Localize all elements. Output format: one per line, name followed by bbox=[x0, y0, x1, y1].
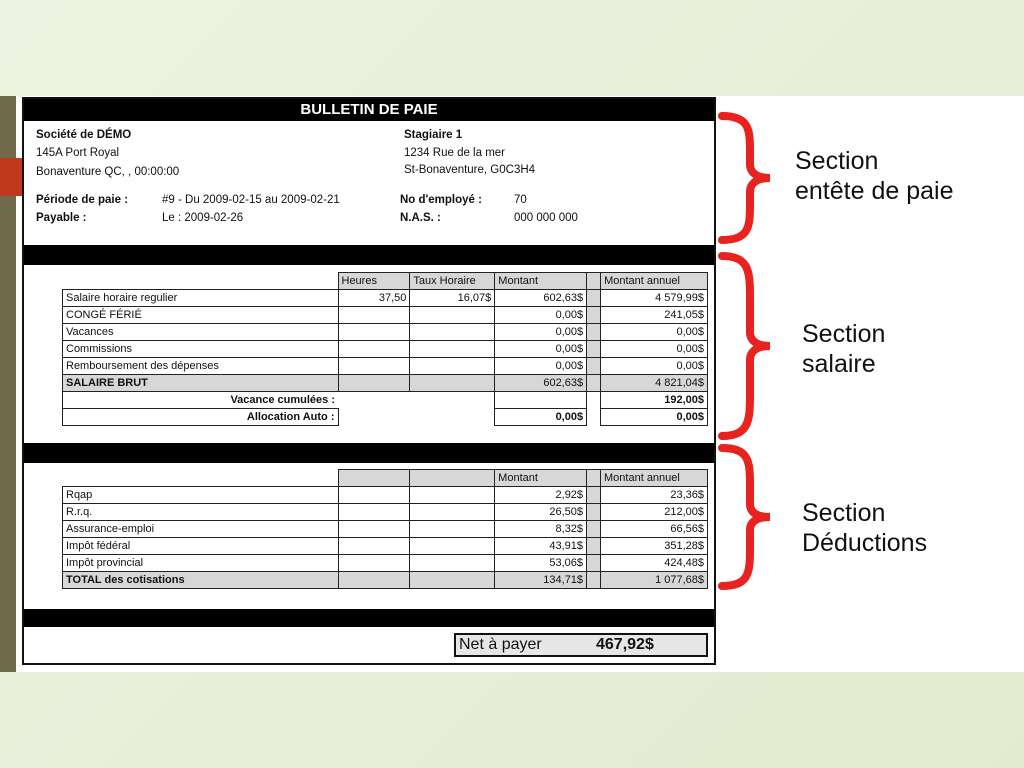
row-rate bbox=[410, 358, 495, 375]
row-amount: 0,00$ bbox=[495, 341, 587, 358]
col-header-annual: Montant annuel bbox=[601, 470, 708, 487]
salary-table bbox=[62, 272, 708, 426]
row-amount: 0,00$ bbox=[495, 324, 587, 341]
net-pay-label: Net à payer bbox=[459, 636, 542, 653]
col-header-rate: Taux Horaire bbox=[410, 273, 495, 290]
header-section-label bbox=[795, 146, 953, 206]
employee-no-value: 70 bbox=[514, 194, 527, 206]
row-annual: 66,56$ bbox=[601, 521, 708, 538]
row-label: Salaire horaire regulier bbox=[63, 290, 339, 307]
row-amount: 8,32$ bbox=[495, 521, 587, 538]
salary-section-brace bbox=[718, 250, 774, 442]
col-header-amount: Montant bbox=[495, 470, 587, 487]
row-rate bbox=[410, 341, 495, 358]
vacation-accrued-amount bbox=[495, 392, 587, 409]
rail-accent-mark bbox=[0, 158, 22, 196]
row-annual: 241,05$ bbox=[601, 307, 708, 324]
company-address-line2: Bonaventure QC, , 00:00:00 bbox=[36, 166, 180, 178]
row-label: Impôt provincial bbox=[63, 555, 339, 572]
row-hours bbox=[338, 307, 410, 324]
pay-period-value: #9 - Du 2009-02-15 au 2009-02-21 bbox=[162, 194, 340, 206]
car-allowance-annual: 0,00$ bbox=[601, 409, 708, 426]
total-deductions-label: TOTAL des cotisations bbox=[63, 572, 339, 589]
car-allowance-amount: 0,00$ bbox=[495, 409, 587, 426]
label-line: Section bbox=[802, 320, 886, 348]
row-rate: 16,07$ bbox=[410, 290, 495, 307]
row-hours bbox=[338, 324, 410, 341]
table-row bbox=[63, 538, 708, 555]
label-line: salaire bbox=[802, 350, 876, 378]
row-rate bbox=[410, 324, 495, 341]
row-annual: 0,00$ bbox=[601, 324, 708, 341]
table-row bbox=[63, 555, 708, 572]
employee-name: Stagiaire 1 bbox=[404, 129, 463, 141]
row-hours bbox=[338, 341, 410, 358]
header-section-brace bbox=[718, 110, 774, 246]
label-line: entête de paie bbox=[795, 177, 954, 205]
row-label: Impôt fédéral bbox=[63, 538, 339, 555]
row-amount: 53,06$ bbox=[495, 555, 587, 572]
gross-salary-row bbox=[63, 375, 708, 392]
employee-no-label: No d'employé : bbox=[400, 194, 482, 206]
table-row bbox=[63, 341, 708, 358]
deductions-section-band bbox=[24, 443, 714, 463]
row-label: CONGÉ FÉRIÉ bbox=[63, 307, 339, 324]
row-label: Vacances bbox=[63, 324, 339, 341]
nas-label: N.A.S. : bbox=[400, 212, 441, 224]
row-label: Commissions bbox=[63, 341, 339, 358]
salary-section-band bbox=[24, 245, 714, 265]
table-row bbox=[63, 358, 708, 375]
salary-header-row bbox=[63, 273, 708, 290]
row-annual: 4 579,99$ bbox=[601, 290, 708, 307]
company-name: Société de DÉMO bbox=[36, 129, 132, 141]
label-line: Déductions bbox=[802, 529, 928, 557]
row-hours: 37,50 bbox=[338, 290, 410, 307]
gross-salary-annual: 4 821,04$ bbox=[601, 375, 708, 392]
row-amount: 2,92$ bbox=[495, 487, 587, 504]
row-annual: 212,00$ bbox=[601, 504, 708, 521]
net-pay-box bbox=[454, 633, 708, 657]
col-header-annual: Montant annuel bbox=[601, 273, 708, 290]
row-label: Rqap bbox=[63, 487, 339, 504]
net-pay-section-band bbox=[24, 609, 714, 627]
total-deductions-amount: 134,71$ bbox=[495, 572, 587, 589]
row-label: Remboursement des dépenses bbox=[63, 358, 339, 375]
table-row bbox=[63, 487, 708, 504]
payable-label: Payable : bbox=[36, 212, 87, 224]
row-annual: 351,28$ bbox=[601, 538, 708, 555]
row-annual: 23,36$ bbox=[601, 487, 708, 504]
row-amount: 26,50$ bbox=[495, 504, 587, 521]
pay-period-label: Période de paie : bbox=[36, 194, 129, 206]
table-row bbox=[63, 324, 708, 341]
table-row bbox=[63, 290, 708, 307]
row-amount: 0,00$ bbox=[495, 358, 587, 375]
vacation-accrued-row bbox=[63, 392, 708, 409]
nas-value: 000 000 000 bbox=[514, 212, 578, 224]
company-address-line1: 145A Port Royal bbox=[36, 147, 120, 159]
row-amount: 43,91$ bbox=[495, 538, 587, 555]
table-row bbox=[63, 521, 708, 538]
car-allowance-row bbox=[63, 409, 708, 426]
payable-value: Le : 2009-02-26 bbox=[162, 212, 244, 224]
vacation-accrued-label: Vacance cumulées : bbox=[63, 392, 339, 409]
row-annual: 0,00$ bbox=[601, 341, 708, 358]
row-rate bbox=[410, 307, 495, 324]
deductions-section-label bbox=[802, 498, 927, 558]
salary-section-label bbox=[802, 319, 885, 379]
table-row bbox=[63, 504, 708, 521]
row-amount: 602,63$ bbox=[495, 290, 587, 307]
row-annual: 0,00$ bbox=[601, 358, 708, 375]
row-label: R.r.q. bbox=[63, 504, 339, 521]
table-row bbox=[63, 307, 708, 324]
gross-salary-amount: 602,63$ bbox=[495, 375, 587, 392]
label-line: Section bbox=[795, 147, 879, 175]
deductions-table bbox=[62, 469, 708, 589]
employee-address-line2: St-Bonaventure, G0C3H4 bbox=[404, 164, 536, 176]
deductions-section-brace bbox=[718, 442, 774, 592]
gross-salary-label: SALAIRE BRUT bbox=[63, 375, 339, 392]
row-hours bbox=[338, 358, 410, 375]
row-label: Assurance-emploi bbox=[63, 521, 339, 538]
total-deductions-row bbox=[63, 572, 708, 589]
col-header-hours: Heures bbox=[338, 273, 410, 290]
deductions-header-row bbox=[63, 470, 708, 487]
document-title: BULLETIN DE PAIE bbox=[24, 99, 714, 121]
vacation-accrued-annual: 192,00$ bbox=[601, 392, 708, 409]
row-amount: 0,00$ bbox=[495, 307, 587, 324]
col-header-amount: Montant bbox=[495, 273, 587, 290]
employee-address-line1: 1234 Rue de la mer bbox=[404, 147, 506, 159]
car-allowance-label: Allocation Auto : bbox=[63, 409, 339, 426]
row-annual: 424,48$ bbox=[601, 555, 708, 572]
total-deductions-annual: 1 077,68$ bbox=[601, 572, 708, 589]
net-pay-value: 467,92$ bbox=[596, 636, 654, 653]
pay-stub-document bbox=[22, 97, 716, 665]
label-line: Section bbox=[802, 499, 886, 527]
